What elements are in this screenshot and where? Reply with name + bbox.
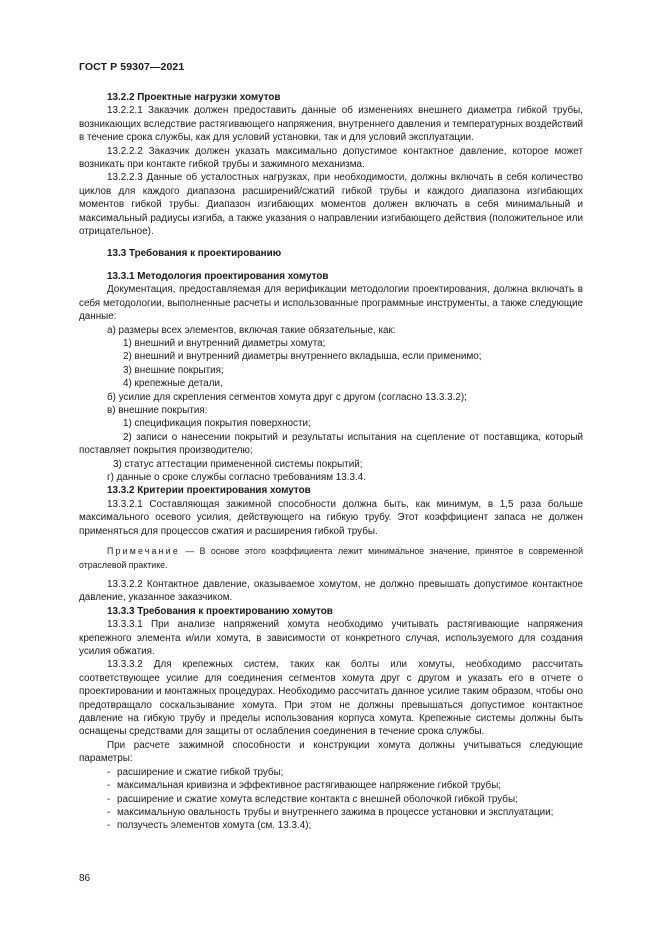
- list-item: - максимальную овальность трубы и внутреннего зажима в процессе установки и эксплуатации;: [107, 806, 554, 818]
- list-subitem: 3) статус аттестации примененной системы покрытий;: [113, 458, 363, 470]
- list-item: г) данные о сроке службы согласно требованиям 13.3.4.: [107, 471, 366, 483]
- paragraph: При расчете зажимной способности и конструкции хомута должны учитываться следующие параметры:: [79, 739, 583, 765]
- list-item: - ползучесть элементов хомута (см. 13.3.4);: [107, 820, 312, 832]
- section-heading: 13.3.2 Критерии проектирования хомутов: [107, 485, 311, 497]
- paragraph: Документация, предоставляемая для верификации методологии проектирования, должна включать в себя методологии, выполненные расчеты и использованные программные инструменты, а также следующие данные:: [79, 284, 583, 323]
- section-heading: 13.3.3 Требования к проектированию хомутов: [107, 605, 333, 617]
- list-item: - расширение и сжатие гибкой трубы;: [107, 766, 284, 778]
- paragraph: 13.3.3.2 Для крепежных систем, таких как болты или хомуты, необходимо рассчитать соответствующее усилие для соединения сегментов хомута друг с другом и указать его в отчете о проектировании и монтажных процедурах. Необходимо рассчитать данное усилие таким образом, чтобы оно предотвращало соскальзывание хомута. При этом не должны превышаться допустимое контактное давление на гибкую трубу и пределы использования корпуса хомута. Крепежные системы должны быть оснащены средствами для защиты от ослабления соединения в течение срока службы.: [79, 659, 583, 738]
- list-subitem: 4) крепежные детали,: [123, 378, 223, 390]
- list-item: - максимальная кривизна и эффективное растягивающее напряжение гибкой трубы;: [107, 780, 502, 792]
- list-item: б) усилие для скрепления сегментов хомута друг с другом (согласно 13.3.3.2);: [107, 391, 467, 403]
- list-item: а) размеры всех элементов, включая такие обязательные, как:: [107, 324, 396, 336]
- paragraph: 13.3.2.2 Контактное давление, оказываемое хомутом, не должно превышать допустимое контактное давление, указанное заказчиком.: [79, 579, 583, 604]
- paragraph: 13.2.2.2 Заказчик должен указать максимально допустимое контактное давление, которое может возникать при контакте гибкой трубы и зажимного механизма.: [79, 145, 583, 171]
- note-label: Примечание: [107, 546, 180, 556]
- list-item: - расширение и сжатие хомута вследствие контакта с внешней оболочкой гибкой трубы;: [107, 793, 518, 805]
- note: [79, 544, 583, 572]
- list-subitem: 3) внешние покрытия;: [123, 364, 224, 376]
- list-subitem: 2) записи о нанесении покрытий и результаты испытания на сцепление от поставщика, который поставляет покрытия производителю;: [79, 431, 583, 457]
- section-heading: 13.3.1 Методология проектирования хомутов: [107, 270, 329, 282]
- section-heading: 13.3 Требования к проектированию: [107, 248, 282, 260]
- paragraph: 13.2.2.3 Данные об усталостных нагрузках, при необходимости, должны включать в себя количество циклов для каждого диапазона расширений/сжатий гибкой трубы и каждого диапазона изгибающих моментов гибкой трубы. Диапазон изгибающих моментов должен включать в себя минимальный и максимальный радиусы изгиба, а также указания о направлении изгибающего действия (положительное или отрицательное).: [79, 172, 583, 238]
- document-header: ГОСТ Р 59307—2021: [79, 61, 185, 73]
- page-number: 86: [79, 873, 91, 884]
- document-body: [79, 91, 583, 833]
- note-text: — В основе этого коэффициента лежит минимальное значение, принятое в современной отраслевой практике.: [79, 546, 583, 570]
- paragraph: 13.3.3.1 При анализе напряжений хомута необходимо учитывать растягивающие напряжения крепежного элемента и/или хомута, в зависимости от конкретного случая, используемого для создания усилия обжатия.: [79, 619, 583, 658]
- list-item: в) внешние покрытия:: [107, 404, 208, 416]
- list-subitem: 1) внешний и внутренний диаметры хомута;: [123, 337, 326, 349]
- paragraph: 13.2.2.1 Заказчик должен предоставить данные об изменениях внешнего диаметра гибкой трубы, возникающих вследствие растягивающего напряжения, внутреннего давления и температурных воздействий в течение срока службы, как для условий установки, так и для условий эксплуатации.: [79, 105, 583, 144]
- list-subitem: 1) спецификация покрытия поверхности;: [123, 418, 311, 430]
- section-heading: 13.2.2 Проектные нагрузки хомутов: [107, 92, 281, 103]
- list-subitem: 2) внешний и внутренний диаметры внутреннего вкладыша, если применимо;: [123, 351, 482, 363]
- paragraph: 13.3.2.1 Составляющая зажимной способности должна быть, как минимум, в 1,5 раза больше максимального осевого усилия, действующего на гибкую трубу. Этот коэффициент запаса не должен применяться для процессов сжатия и расширения гибкой трубы.: [79, 498, 583, 537]
